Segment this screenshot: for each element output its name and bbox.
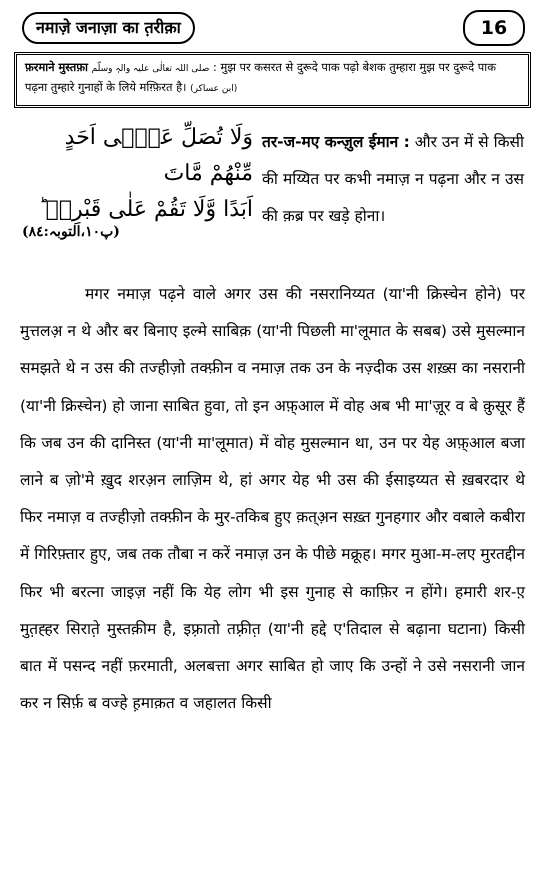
translation-label: तर-ज-मए कन्ज़ुल ईमान : bbox=[262, 133, 410, 151]
book-title: नमाज़े जनाज़ा का त़रीक़ा bbox=[22, 12, 195, 44]
page-number: 16 bbox=[463, 10, 525, 46]
prophet-saying-box bbox=[14, 52, 531, 108]
verse-translation bbox=[262, 124, 524, 235]
page-header bbox=[6, 6, 539, 48]
verse-reference: (پ١٠،التوبہ:٨٤) bbox=[22, 224, 120, 240]
main-text bbox=[20, 276, 525, 722]
saying-label: फ़रमाने मुस्तफ़ा bbox=[25, 60, 88, 74]
quran-verse bbox=[18, 120, 253, 260]
saying-source: (ابن عساکر) bbox=[190, 84, 238, 94]
salutation-arabic: صلی اللہ تعالٰی علیہ والہٖ وسلّم bbox=[91, 64, 210, 74]
verse-line-1: وَلَا تُصَلِّ عَلٰۤی اَحَدٍ مِّنْهُمْ مَّاتَ bbox=[64, 125, 253, 186]
translation-text: और उन में से किसी की मय्यित पर कभी नमाज़ न पढ़ना और न उस की क़ब्र पर खड़े होना। bbox=[262, 133, 524, 225]
saying-text: : मुझ पर कसरत से दुरूदे पाक पढ़ो बेशक तुम्हारा मुझ पर दुरूदे पाक पढ़ना तुम्हारे गुनाहों के लिये मग़्फ़िरत है। bbox=[25, 60, 496, 94]
body-paragraph: मगर नमाज़ पढ़ने वाले अगर उस की नसरानिय्यत (या'नी क्रिस्चेन होने) पर मुत्तलअ़ न थे और बर बिनाए इल्मे साबिक़ (या'नी पिछली मा'लूमात के सबब) उसे मुसल्मान समझते थे न उस की तज्हीज़ो तक्फ़ीन व नमाज़ तक उन के नज़्दीक उस शख़्स का नसरानी (या'नी क्रिस्चेन) हो जाना साबित हुवा, तो इन अफ़्आल में वोह अब भी मा'ज़ूर व बे क़ुसूर हैं कि जब उन की दानिस्त (या'नी मा'लूमात) में वोह मुसल्मान था, उन पर येह अफ़्आल बजा लाने ब ज़ो'मे ख़ुद शरअ़न लाज़िम थे, हां अगर येह भी उस की ईसाइय्यत से ख़बरदार थे फिर नमाज़ व तज्हीज़ो तक्फ़ीन के मुर-तकिब हुए क़त्अ़न सख़्त गुनहगार और वबाले कबीरा में गिरिफ़्तार हुए, जब तक तौबा न करें नमाज़ उन के पीछे मक्रूह। मगर मुआ-म-लए मुरतद्दीन फिर भी बरत्ना जाइज़ नहीं कि येह लोग भी इस गुनाह से काफ़िर न होंगे। हमारी शर-ए़ मुत़ह्हर सिराते़ मुस्तक़ीम है, इफ़्रातो तफ़्रीत़ (या'नी हद्दे ए'तिदाल से बढ़ाना घटाना) किसी बात में पसन्द नहीं फ़रमाती, अलबत्ता अगर साबित हो जाए कि उन्हों ने उसे नसरानी जान कर न सिर्फ़ ब वज्हे ह़माक़त व जहालत किसी bbox=[20, 285, 525, 713]
verse-line-2: اَبَدًا وَّلَا تَقُمْ عَلٰی قَبْرِهٖ ؕ bbox=[38, 197, 253, 222]
